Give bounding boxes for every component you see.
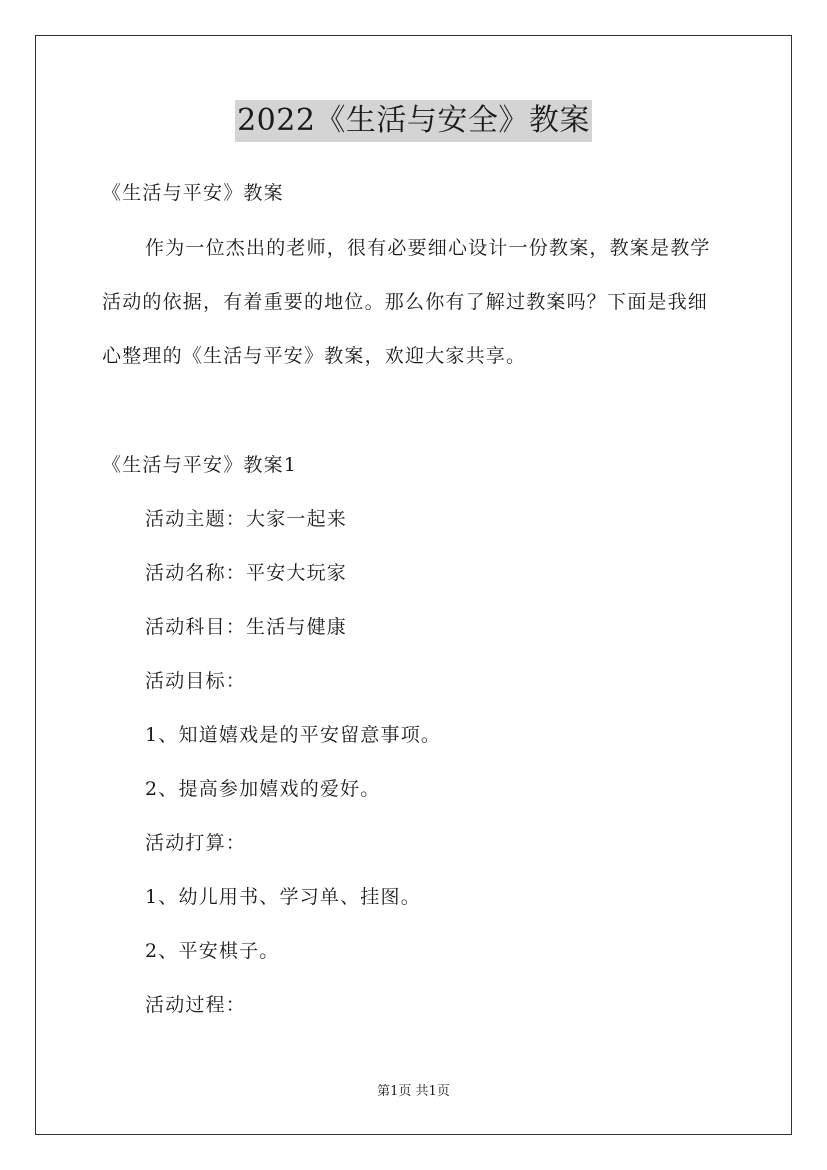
activity-subject: 活动科目：生活与健康 bbox=[145, 616, 348, 638]
document-title: 2022《生活与安全》教案 bbox=[235, 100, 592, 142]
intro-paragraph-line-2: 活动的依据，有着重要的地位。那么你有了解过教案吗？下面是我细 bbox=[102, 291, 709, 313]
activity-goals-heading: 活动目标： bbox=[145, 670, 247, 692]
section-heading: 《生活与平安》教案1 bbox=[102, 454, 298, 476]
page-footer bbox=[0, 1083, 827, 1101]
preparation-item-1: 1、幼儿用书、学习单、挂图。 bbox=[145, 886, 421, 908]
title-container bbox=[0, 100, 827, 142]
activity-name: 活动名称：平安大玩家 bbox=[145, 562, 348, 584]
activity-preparation-heading: 活动打算： bbox=[145, 832, 247, 854]
intro-paragraph-line-1: 作为一位杰出的老师，很有必要细心设计一份教案，教案是教学 bbox=[145, 237, 711, 259]
document-subtitle: 《生活与平安》教案 bbox=[102, 182, 284, 204]
page-number: 第1页 共1页 bbox=[377, 1084, 450, 1099]
intro-paragraph-line-3: 心整理的《生活与平安》教案，欢迎大家共享。 bbox=[102, 345, 527, 367]
goal-item-2: 2、提高参加嬉戏的爱好。 bbox=[145, 778, 381, 800]
activity-process-heading: 活动过程： bbox=[145, 994, 247, 1016]
goal-item-1: 1、知道嬉戏是的平安留意事项。 bbox=[145, 724, 442, 746]
preparation-item-2: 2、平安棋子。 bbox=[145, 940, 280, 962]
activity-theme: 活动主题：大家一起来 bbox=[145, 508, 348, 530]
